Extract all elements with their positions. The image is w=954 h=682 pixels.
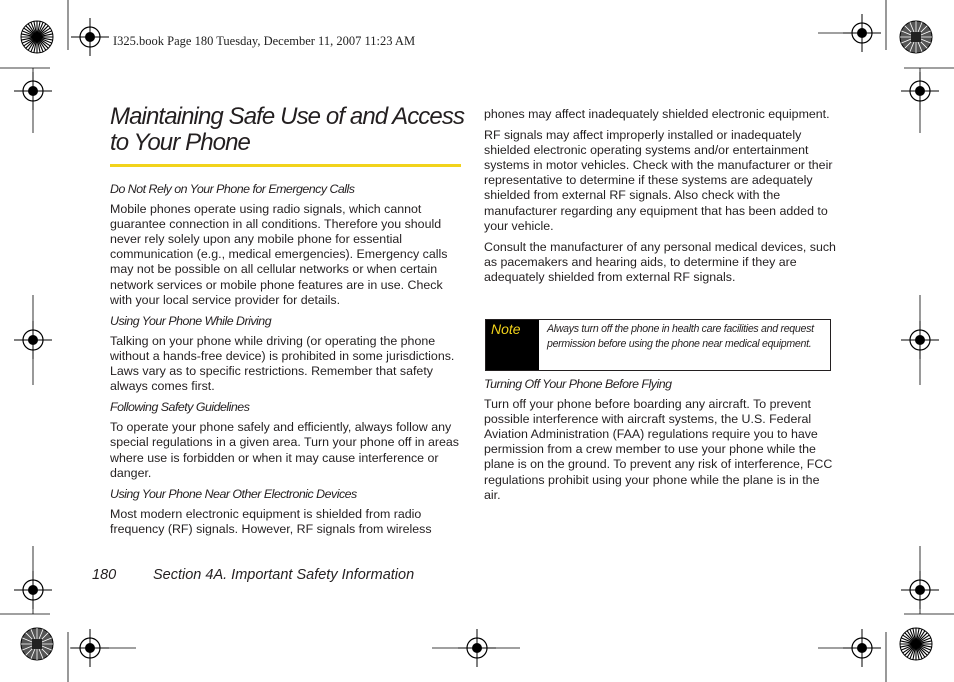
heading-flying: Turning Off Your Phone Before Flying (484, 377, 672, 391)
paragraph-emergency-calls: Mobile phones operate using radio signals, which cannot guarantee connection in all conditions. Therefore you should never rely solely upon any mobile phone for essential communication (e.g., medical emergencies). Emergency calls may not be possible on all cellular networks or when certain network services or mobile phone features are in use. Check with your local service provider for details. (110, 202, 448, 307)
page-title (110, 104, 470, 156)
paragraph-driving: Talking on your phone while driving (or operating the phone without a hands-free device) is prohibited in some jurisdictions. Laws vary as to specific restrictions. Remember that safety always comes first. (110, 333, 455, 394)
color-wheel-icon (900, 21, 932, 53)
paragraph-flying: Turn off your phone before boarding any aircraft. To prevent possible interference with aircraft systems, the U.S. Federal Aviation Administration (FAA) regulations require you to have permission from a crew member to use your phone while the plane is on the ground. To prevent any risk of interference, FCC regulations prohibit using your phone while the plane is in the air. (484, 397, 833, 502)
paragraph-medical-devices: Consult the manufacturer of any personal medical devices, such as pacemakers and hearing aids, to determine if they are adequately shielded from external RF signals. (484, 239, 836, 284)
flying-section (484, 377, 836, 509)
registration-mark-icon (458, 629, 496, 667)
registration-mark-icon (843, 14, 881, 52)
color-wheel-icon (900, 628, 932, 660)
heading-electronic-devices: Using Your Phone Near Other Electronic Devices (110, 486, 357, 501)
registration-mark-icon (14, 571, 52, 609)
heading-safety-guidelines: Following Safety Guidelines (110, 400, 250, 415)
color-wheel-icon (21, 21, 53, 53)
registration-mark-icon (843, 629, 881, 667)
section-footer: Section 4A. Important Safety Information (153, 567, 415, 583)
note-box (485, 319, 831, 371)
registration-mark-icon (901, 72, 939, 110)
registration-mark-icon (901, 321, 939, 359)
print-header-line: I325.book Page 180 Tuesday, December 11, 2007 11:23 AM (113, 34, 416, 48)
registration-mark-icon (71, 629, 109, 667)
paragraph-continued: phones may affect inadequately shielded electronic equipment. (484, 107, 830, 121)
registration-mark-icon (14, 72, 52, 110)
paragraph-vehicles: RF signals may affect improperly installed or inadequately shielded electronic operating systems and/or entertainment systems in motor vehicles. Check with the manufacturer or their representative to determine if these systems are adequately shielded from external RF signals. Also check with the manufacturer regarding any equipment that has been added to your vehicle. (484, 128, 833, 233)
registration-mark-icon (901, 571, 939, 609)
left-column (110, 182, 462, 543)
note-label: Note (486, 320, 539, 370)
note-text: Always turn off the phone in health care facilities and request permission before using the phone near medical equipment. (547, 323, 814, 350)
title-line-2: to Your Phone (110, 129, 250, 156)
heading-driving: Using Your Phone While Driving (110, 313, 272, 328)
paragraph-safety-guidelines: To operate your phone safely and efficiently, always follow any special regulations in a given area. Turn your phone off in areas where use is forbidden or when it may cause interference or danger. (110, 420, 459, 480)
registration-mark-icon (14, 321, 52, 359)
registration-mark-icon (71, 18, 109, 56)
color-wheel-icon (21, 628, 53, 660)
page-number: 180 (92, 567, 117, 583)
title-accent-rule (110, 164, 461, 167)
right-column (484, 107, 836, 291)
title-line-1: Maintaining Safe Use of and Access (110, 103, 465, 130)
paragraph-electronic-devices: Most modern electronic equipment is shielded from radio frequency (RF) signals. However, RF signals from wireless (110, 506, 432, 536)
heading-emergency-calls: Do Not Rely on Your Phone for Emergency Calls (110, 182, 355, 196)
